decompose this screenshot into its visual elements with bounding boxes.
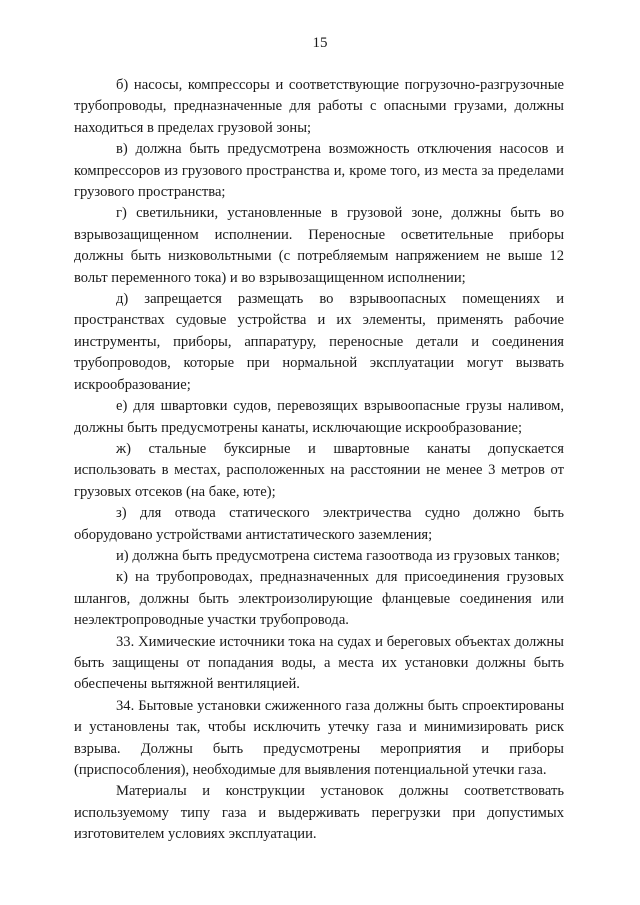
paragraph-item-i: и) должна быть предусмотрена система газоотвода из грузовых танков; bbox=[116, 547, 560, 564]
paragraph-clause-34: 34. Бытовые установки сжиженного газа должны быть спроектированы и установлены так, чтобы исключить утечку газа и минимизировать риск взрыва. Должны быть предусмотрены мероприятия и приборы (приспособления), необходимые для выявления потенциальной утечки газа. bbox=[74, 697, 564, 778]
document-body bbox=[74, 75, 564, 846]
paragraph-item-v: в) должна быть предусмотрена возможность отключения насосов и компрессоров из грузового пространства и, кроме того, из места за пределами грузового пространства; bbox=[74, 141, 564, 201]
paragraph-clause-33: 33. Химические источники тока на судах и береговых объектах должны быть защищены от попадания воды, а места их установки должны быть обеспечены вытяжной вентиляцией. bbox=[74, 633, 564, 693]
paragraph-item-z: з) для отвода статического электричества судно должно быть оборудовано устройствами антистатического заземления; bbox=[74, 505, 564, 543]
paragraph-clause-34-continued: Материалы и конструкции установок должны соответствовать используемому типу газа и выдерживать перегрузки при допустимых изготовителем условиях эксплуатации. bbox=[74, 783, 564, 843]
paragraph-item-e: е) для швартовки судов, перевозящих взрывоопасные грузы наливом, должны быть предусмотрены канаты, исключающие искрообразование; bbox=[74, 398, 564, 436]
paragraph-item-d: д) запрещается размещать во взрывоопасных помещениях и пространствах судовые устройства и их элементы, применять рабочие инструменты, приборы, аппаратуру, переносные детали и соединения трубопроводов, которые при нормальной эксплуатации могут вызвать искрообразование; bbox=[74, 291, 564, 393]
paragraph-item-g: г) светильники, установленные в грузовой зоне, должны быть во взрывозащищенном исполнении. Переносные осветительные приборы должны быть низковольтными (с потребляемым напряжением не выше 12 вольт переменного тока) и во взрывозащищенном исполнении; bbox=[74, 205, 564, 286]
page-number: 15 bbox=[312, 35, 328, 51]
paragraph-item-k: к) на трубопроводах, предназначенных для присоединения грузовых шлангов, должны быть электроизолирующие фланцевые соединения или неэлектропроводные участки трубопровода. bbox=[74, 569, 564, 629]
paragraph-item-zh: ж) стальные буксирные и швартовные канаты допускается использовать в местах, расположенных на расстоянии не менее 3 метров от грузовых отсеков (на баке, юте); bbox=[74, 440, 564, 500]
paragraph-item-b: б) насосы, компрессоры и соответствующие погрузочно-разгрузочные трубопроводы, предназначенные для работы с опасными грузами, должны находиться в пределах грузовой зоны; bbox=[74, 77, 564, 136]
